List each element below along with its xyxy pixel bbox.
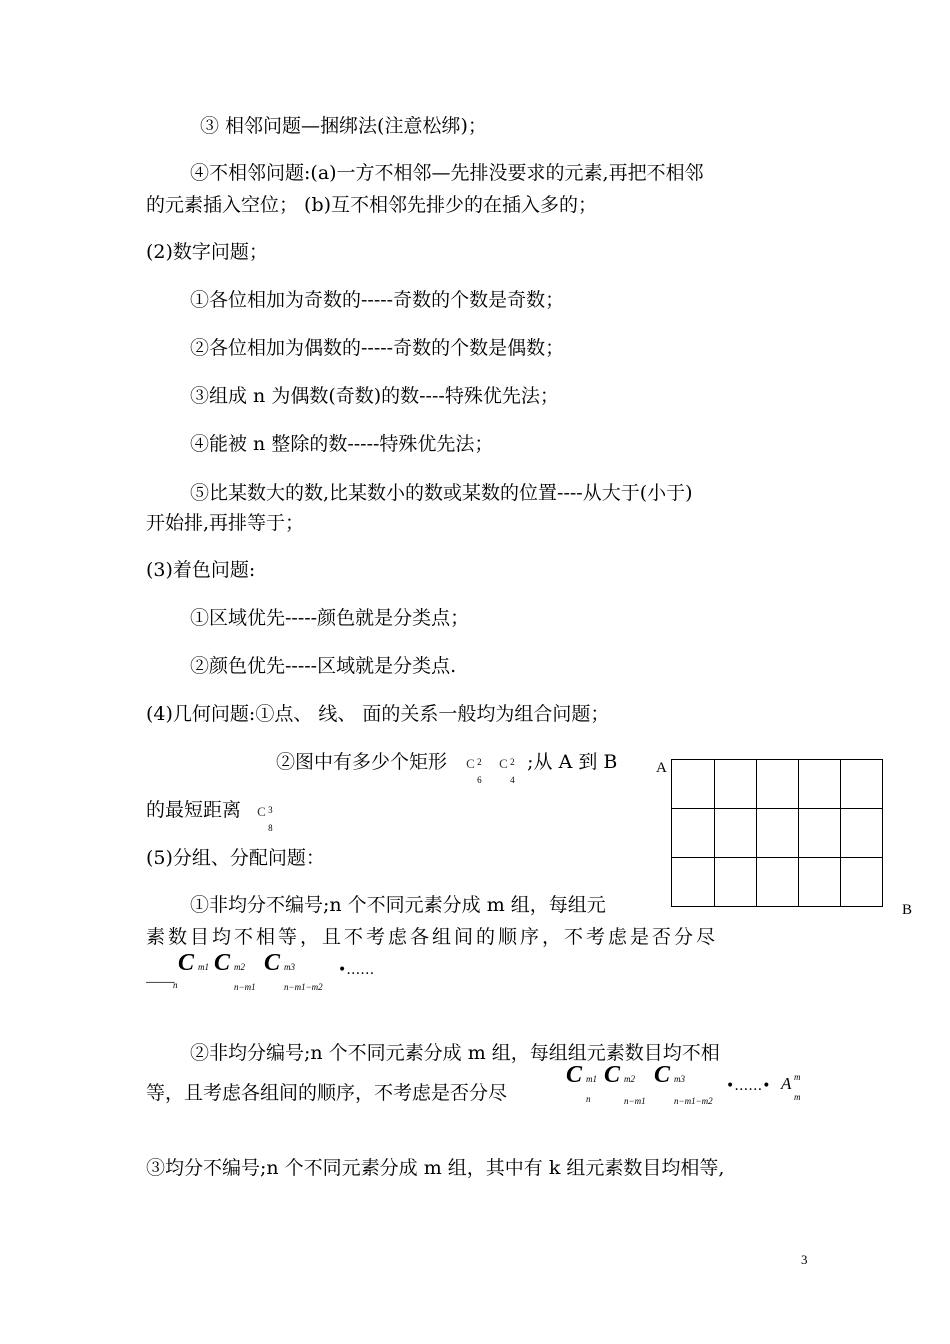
- grid-vline: [840, 760, 841, 906]
- grid-vline: [714, 760, 715, 906]
- formula-combination-product-1: [146, 950, 386, 1000]
- line-even-sum: ②各位相加为偶数的-----奇数的个数是偶数；: [190, 337, 565, 359]
- grid-label-b: B: [902, 902, 913, 918]
- line-nonuniform-unnumbered-cont: 素数目均不相等，且不考虑各组间的顺序，不考虑是否分尽: [146, 926, 719, 948]
- page-number: 3: [801, 1252, 808, 1267]
- low-n: n: [586, 1094, 591, 1104]
- c-symbol: C: [264, 950, 281, 976]
- line-rectangle-count: [276, 750, 618, 785]
- low-m: m: [794, 1092, 801, 1102]
- line-uniform-unnumbered: ③均分不编号;n 个不同元素分成 m 组，其中有 k 组元素数目均相等,: [146, 1157, 725, 1179]
- line-shortest-distance: [146, 798, 277, 833]
- c-symbol: C: [566, 1062, 583, 1088]
- line-odd-sum: ①各位相加为奇数的-----奇数的个数是奇数；: [190, 289, 565, 311]
- c-symbol: C: [214, 950, 231, 976]
- heading-number-problem: (2)数字问题；: [146, 241, 268, 263]
- line-nonuniform-numbered: ②非均分编号;n 个不同元素分成 m 组，每组组元素数目均不相: [190, 1042, 720, 1064]
- line-compare-cont: 开始排,再排等于；: [146, 512, 305, 534]
- sub-m2: m2: [234, 962, 245, 972]
- c-symbol: C: [604, 1062, 621, 1088]
- formula-c83: C 3 8: [257, 804, 273, 833]
- low-nm1m2: n−m1−m2: [674, 1096, 713, 1106]
- line-compare-number: ⑤比某数大的数,比某数小的数或某数的位置----从大于(小于): [190, 482, 693, 504]
- low-nm1: n−m1: [234, 982, 256, 992]
- grid-figure: [671, 759, 883, 907]
- heading-geometry-problem: (4)几何问题:①点、 线、 面的关系一般均为组合问题；: [146, 703, 610, 725]
- dots: •……•: [726, 1078, 771, 1094]
- formula-combination-product-2: [566, 1062, 816, 1112]
- sub-m3: m3: [674, 1074, 685, 1084]
- heading-coloring-problem: (3)着色问题:: [146, 559, 256, 581]
- line-nonadjacent-cont: 的元素插入空位； (b)互不相邻先排少的在插入多的；: [146, 194, 598, 216]
- line-region-first: ①区域优先-----颜色就是分类点；: [190, 607, 470, 629]
- low-nm1: n−m1: [624, 1096, 646, 1106]
- formula-c62: C 2 6: [466, 756, 482, 785]
- line-nonadjacent-problem: ④不相邻问题:(a)一方不相邻—先排没要求的元素,再把不相邻: [190, 162, 704, 184]
- sub-m1: m1: [198, 962, 209, 972]
- dots: •……: [338, 962, 375, 978]
- line-adjacent-problem: ③ 相邻问题—捆绑法(注意松绑)；: [200, 115, 487, 137]
- line-even-odd-number: ③组成 n 为偶数(奇数)的数----特殊优先法；: [190, 385, 559, 407]
- heading-grouping-problem: (5)分组、分配问题：: [146, 847, 325, 869]
- low-n: n: [173, 980, 178, 990]
- rectangle-count-text: ②图中有多少个矩形: [276, 751, 448, 773]
- c-symbol: C: [654, 1062, 671, 1088]
- shortest-distance-text: 的最短距离: [146, 799, 242, 821]
- a-symbol: A: [781, 1074, 792, 1093]
- low-nm1m2: n−m1−m2: [284, 982, 323, 992]
- sub-m1: m1: [586, 1074, 597, 1084]
- a-to-b-text: ;从 A 到 B: [527, 751, 618, 773]
- grid-label-a: A: [656, 760, 667, 776]
- sub-m3: m3: [284, 962, 295, 972]
- line-nonuniform-numbered-cont: 等，且考虑各组间的顺序，不考虑是否分尽: [146, 1082, 508, 1104]
- sup-m: m: [794, 1072, 801, 1082]
- c-symbol: C: [178, 950, 195, 976]
- grid-hline: [672, 808, 882, 809]
- line-color-first: ②颜色优先-----区域就是分类点.: [190, 655, 457, 677]
- line-divisible: ④能被 n 整除的数-----特殊优先法；: [190, 433, 494, 455]
- blank: ___: [146, 961, 175, 983]
- grid-vline: [756, 760, 757, 906]
- sub-m2: m2: [624, 1074, 635, 1084]
- line-nonuniform-unnumbered: ①非均分不编号;n 个不同元素分成 m 组，每组元: [190, 894, 606, 916]
- grid-vline: [798, 760, 799, 906]
- grid-hline: [672, 857, 882, 858]
- formula-c42: C 2 4: [499, 756, 515, 785]
